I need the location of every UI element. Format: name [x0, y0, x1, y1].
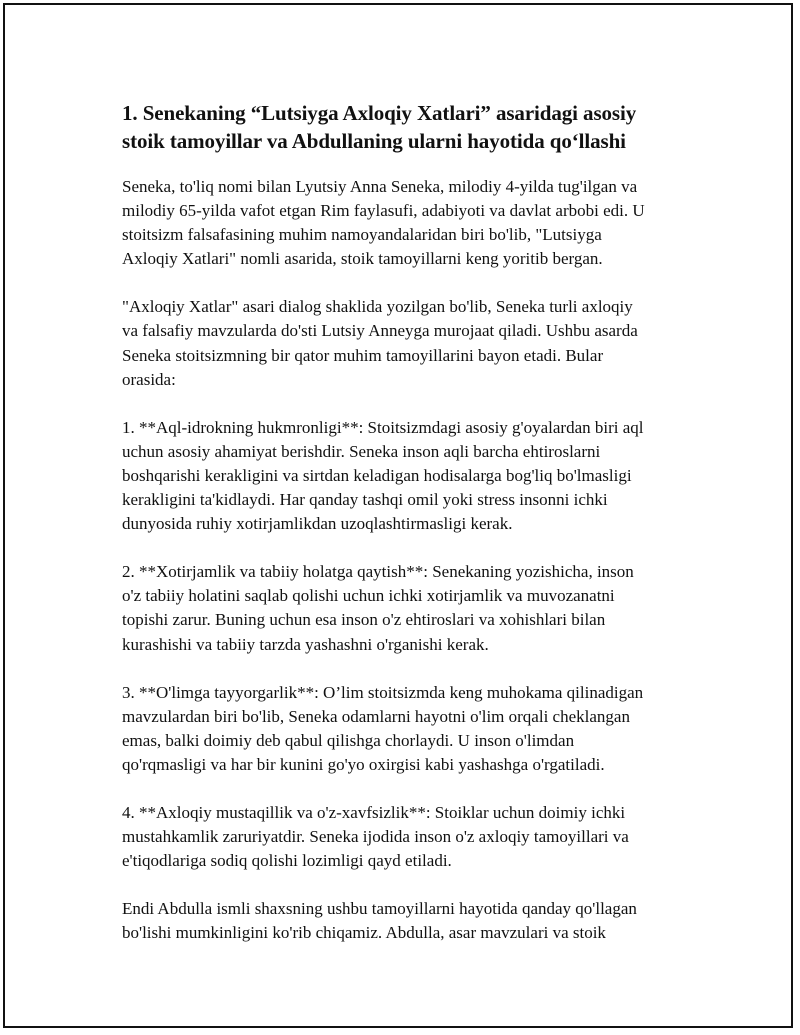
paragraph-principle-1: 1. **Aql-idrokning hukmronligi**: Stoitsizmdagi asosiy g'oyalardan biri aql uchun asosiy ahamiyat berishdir. Seneka inson aqli barcha ehtiroslarni boshqarishi kerakligini va sirtdan keladigan hodisalarga bog'liq bo'lmasligi kerakligini ta'kidlaydi. Har qanday tashqi omil yoki stress insonni ichki dunyosida ruhiy xotirjamlikdan uzoqlashtirmasligi kerak. — [122, 417, 644, 534]
paragraph-letters-overview: "Axloqiy Xatlar" asari dialog shaklida yozilgan bo'lib, Seneka turli axloqiy va falsafiy mavzularda do'sti Lutsiy Anneyga murojaat qiladi. Ushbu asarda Seneka stoitsizmning bir qator muhim tamoyillarini bayon etadi. Bular orasida: — [122, 297, 638, 389]
paragraph-principle-4: 4. **Axloqiy mustaqillik va o'z-xavfsizlik**: Stoiklar uchun doimiy ichki mustahkamlik zaruriyatdir. Seneka ijodida inson o'z axloqiy tamoyillari va e'tiqodlariga sodiq qolishi lozimligi qayd etiladi. — [122, 802, 629, 871]
paragraph-abdulla-intro: Endi Abdulla ismli shaxsning ushbu tamoyillarni hayotida qanday qo'llagan bo'lishi mumkinligini ko'rib chiqamiz. Abdulla, asar mavzulari va stoik — [122, 899, 637, 943]
document-title: 1. Senekaning “Lutsiyga Axloqiy Xatlari” asaridagi asosiy stoik tamoyillar va Abdullaning ularni hayotida qo‘llashi — [122, 101, 637, 153]
paragraph-intro: Seneka, to'liq nomi bilan Lyutsiy Anna Seneka, milodiy 4-yilda tug'ilgan va milodiy 65-yilda vafot etgan Rim faylasufi, adabiyoti va davlat arbobi edi. U stoitsizm falsafasining muhim namoyandalaridan biri bo'lib, "Lutsiyga Axloqiy Xatlari" nomli asarida, stoik tamoyillarni keng yoritib bergan. — [122, 177, 645, 269]
page-frame — [3, 3, 793, 1028]
paragraph-principle-3: 3. **O'limga tayyorgarlik**: O’lim stoitsizmda keng muhokama qilinadigan mavzulardan biri bo'lib, Seneka odamlarni hayotni o'lim orqali cheklangan emas, balki doimiy deb qabul qilishga chorlaydi. U inson o'limdan qo'rqmasligi va har bir kunini go'yo oxirgisi kabi yashashga o'rgatiladi. — [122, 682, 644, 774]
paragraph-principle-2: 2. **Xotirjamlik va tabiiy holatga qaytish**: Senekaning yozishicha, inson o'z tabiiy holatini saqlab qolishi uchun ichki xotirjamlik va muvozanatni topishi zarur. Buning uchun esa inson o'z ehtiroslari va xohishlari bilan kurashishi va tabiiy tarzda yashashni o'rganishi kerak. — [122, 562, 634, 654]
paragraph-list — [122, 175, 702, 945]
document-body — [122, 99, 702, 945]
